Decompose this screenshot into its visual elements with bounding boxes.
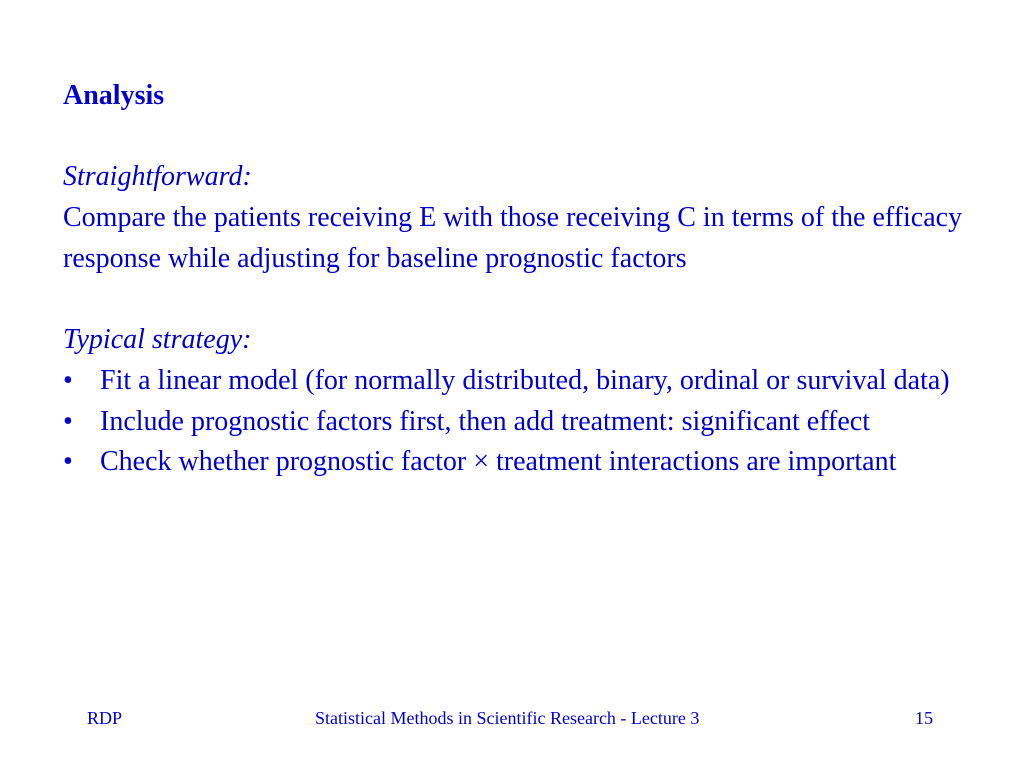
footer-page-number: 15 [915, 708, 933, 728]
straightforward-heading: Straightforward: [63, 161, 252, 193]
strategy-bullet-list [63, 361, 968, 483]
strategy-bullet-item [63, 442, 968, 483]
slide-content [63, 76, 968, 483]
typical-strategy-heading: Typical strategy: [63, 324, 252, 356]
bullet-icon: • [63, 405, 73, 437]
strategy-bullet-item [63, 402, 968, 443]
spacer [63, 280, 968, 321]
footer-course-title: Statistical Methods in Scientific Research - Lecture 3 [315, 708, 700, 728]
bullet-icon: • [63, 364, 73, 396]
strategy-bullet-text: Fit a linear model (for normally distributed, binary, ordinal or survival data) [100, 364, 950, 396]
bullet-icon: • [63, 446, 73, 478]
strategy-bullet-item [63, 361, 968, 402]
footer-author: RDP [87, 708, 123, 728]
strategy-bullet-text: Include prognostic factors first, then add treatment: significant effect [100, 405, 870, 437]
spacer [63, 117, 968, 158]
strategy-bullet-text: Check whether prognostic factor × treatment interactions are important [100, 446, 897, 478]
straightforward-text: Compare the patients receiving E with those receiving C in terms of the efficacy response while adjusting for baseline prognostic factors [63, 202, 963, 274]
slide-title: Analysis [63, 80, 165, 111]
